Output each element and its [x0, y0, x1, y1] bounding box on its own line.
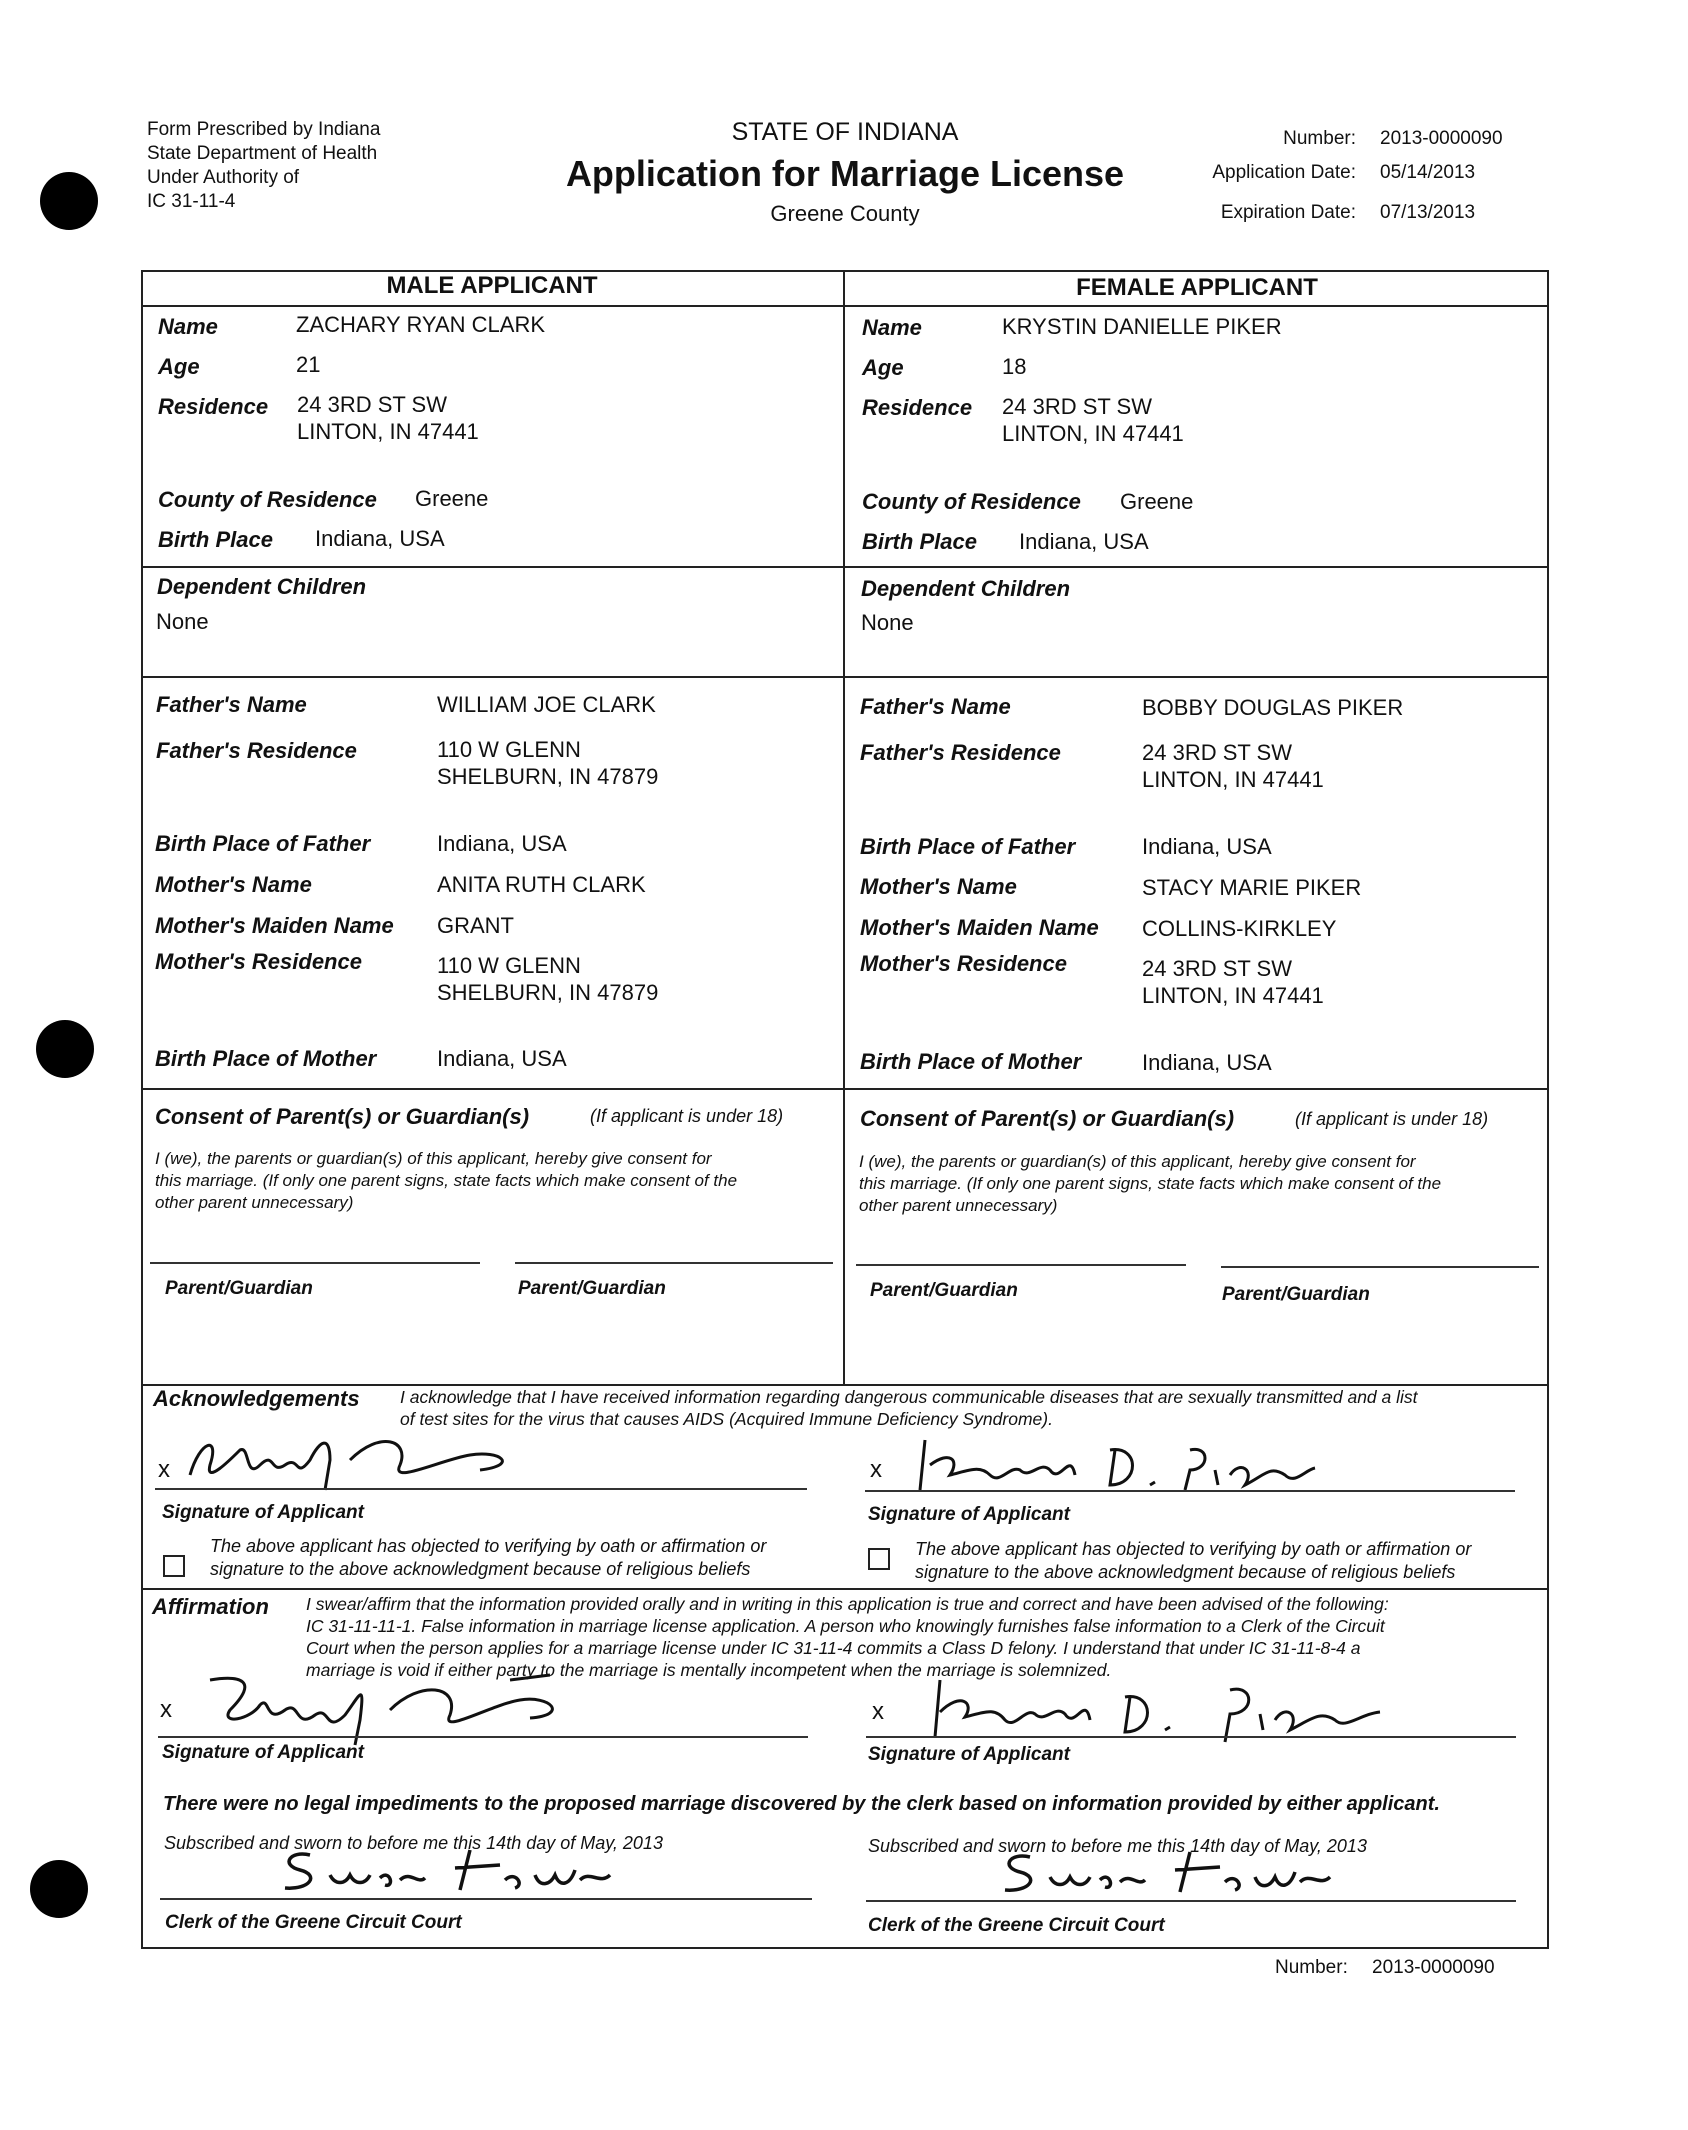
mother-name-label: Mother's Name	[155, 872, 312, 897]
signature-label: Signature of Applicant	[868, 1504, 1070, 1525]
consent-title: Consent of Parent(s) or Guardian(s)	[155, 1104, 530, 1129]
x-mark: x	[158, 1456, 170, 1483]
female-county: Greene	[1120, 489, 1194, 514]
birth-place-label: Birth Place	[158, 527, 273, 552]
parent-guardian-label: Parent/Guardian	[870, 1280, 1018, 1301]
exp-date-value: 07/13/2013	[1380, 202, 1476, 223]
divider-consent	[141, 1088, 1549, 1090]
female-name: KRYSTIN DANIELLE PIKER	[1002, 314, 1282, 339]
female-mother-birth-place: Indiana, USA	[1142, 1050, 1272, 1075]
prescribed-line: Under Authority of	[147, 167, 300, 188]
male-mother-residence-line2: SHELBURN, IN 47879	[437, 980, 659, 1005]
punch-hole-top	[40, 172, 98, 230]
form-title: Application for Marriage License	[565, 153, 1125, 194]
no-impediments-statement: There were no legal impediments to the proposed marriage discovered by the clerk based on information provided by either applicant.	[163, 1793, 1440, 1815]
female-father-residence-line1: 24 3RD ST SW	[1142, 740, 1292, 765]
consent-note: (If applicant is under 18)	[1295, 1109, 1489, 1129]
mother-name-label: Mother's Name	[860, 874, 1017, 899]
female-mother-residence-line1: 24 3RD ST SW	[1142, 956, 1292, 981]
prescribed-line: IC 31-11-4	[147, 191, 236, 212]
male-residence-line2: LINTON, IN 47441	[297, 419, 479, 444]
app-date-value: 05/14/2013	[1380, 162, 1476, 183]
objection-checkbox[interactable]	[868, 1548, 890, 1570]
male-mother-birth-place: Indiana, USA	[437, 1046, 567, 1071]
clerk-signature	[270, 1840, 630, 1900]
female-father-name: BOBBY DOUGLAS PIKER	[1142, 695, 1404, 720]
mother-residence-label: Mother's Residence	[860, 951, 1067, 976]
residence-label: Residence	[158, 394, 269, 419]
footer-number-label: Number:	[1275, 1957, 1348, 1978]
clerk-label: Clerk of the Greene Circuit Court	[868, 1915, 1165, 1936]
father-birth-place-label: Birth Place of Father	[155, 831, 371, 856]
number-value: 2013-0000090	[1380, 128, 1503, 149]
objection-text-line: The above applicant has objected to verifying by oath or affirmation or	[210, 1536, 767, 1556]
male-age: 21	[296, 352, 321, 377]
name-label: Name	[862, 315, 922, 340]
signature-line[interactable]	[866, 1736, 1516, 1738]
subscribed-statement: Subscribed and sworn to before me this 14th day of May, 2013	[868, 1836, 1367, 1856]
clerk-label: Clerk of the Greene Circuit Court	[165, 1912, 462, 1933]
mother-maiden-name-label: Mother's Maiden Name	[860, 915, 1099, 940]
age-label: Age	[158, 354, 200, 379]
affirmation-title: Affirmation	[152, 1594, 269, 1619]
male-father-residence-line1: 110 W GLENN	[437, 737, 581, 762]
consent-text-line: other parent unnecessary)	[859, 1196, 1058, 1215]
parent-guardian-label: Parent/Guardian	[518, 1278, 666, 1299]
parent-signature-line[interactable]	[515, 1262, 833, 1264]
prescribed-line: State Department of Health	[147, 143, 378, 164]
female-father-birth-place: Indiana, USA	[1142, 834, 1272, 859]
parent-signature-line[interactable]	[856, 1264, 1186, 1266]
female-residence-line2: LINTON, IN 47441	[1002, 421, 1184, 446]
divider-title	[141, 305, 1549, 307]
parent-signature-line[interactable]	[150, 1262, 480, 1264]
female-mother-residence-line2: LINTON, IN 47441	[1142, 983, 1324, 1008]
acknowledgement-text-line: of test sites for the virus that causes AIDS (Acquired Immune Deficiency Syndrome).	[400, 1409, 1053, 1429]
male-father-birth-place: Indiana, USA	[437, 831, 567, 856]
county-name: Greene County	[770, 201, 920, 226]
affirmation-text-line: IC 31-11-11-1. False information in marriage license application. A person who knowingly furnishes false information to a Clerk of the Circuit	[306, 1616, 1385, 1636]
father-name-label: Father's Name	[860, 694, 1011, 719]
male-residence-line1: 24 3RD ST SW	[297, 392, 447, 417]
form-heading	[520, 118, 1170, 227]
signature-line[interactable]	[158, 1736, 808, 1738]
objection-text-line: The above applicant has objected to verifying by oath or affirmation or	[915, 1539, 1472, 1559]
male-name: ZACHARY RYAN CLARK	[296, 312, 546, 337]
consent-text-line: I (we), the parents or guardian(s) of this applicant, hereby give consent for	[155, 1149, 712, 1168]
acknowledgement-text-line: I acknowledge that I have received information regarding dangerous communicable diseases that are sexually transmitted and a list	[400, 1387, 1418, 1407]
signature-label: Signature of Applicant	[162, 1742, 364, 1763]
clerk-signature-line[interactable]	[866, 1900, 1516, 1902]
father-birth-place-label: Birth Place of Father	[860, 834, 1076, 859]
consent-text-line: other parent unnecessary)	[155, 1193, 354, 1212]
signature-line[interactable]	[865, 1490, 1515, 1492]
acknowledgements-title: Acknowledgements	[153, 1386, 360, 1411]
male-father-residence-line2: SHELBURN, IN 47879	[437, 764, 659, 789]
parent-guardian-label: Parent/Guardian	[1222, 1284, 1370, 1305]
county-residence-label: County of Residence	[158, 487, 377, 512]
county-residence-label: County of Residence	[862, 489, 1081, 514]
male-mother-residence-line1: 110 W GLENN	[437, 953, 581, 978]
male-father-name: WILLIAM JOE CLARK	[437, 692, 656, 717]
age-label: Age	[862, 355, 904, 380]
prescribed-by	[147, 118, 380, 214]
parent-signature-line[interactable]	[1221, 1266, 1539, 1268]
female-mother-maiden-name: COLLINS-KIRKLEY	[1142, 916, 1337, 941]
male-county: Greene	[415, 486, 489, 511]
number-label: Number:	[1283, 128, 1356, 149]
consent-text-line: I (we), the parents or guardian(s) of this applicant, hereby give consent for	[859, 1152, 1416, 1171]
divider-dependent	[141, 566, 1549, 568]
x-mark: x	[870, 1456, 882, 1483]
footer-number: 2013-0000090	[1372, 1957, 1495, 1978]
father-residence-label: Father's Residence	[156, 738, 357, 763]
birth-place-label: Birth Place	[862, 529, 977, 554]
state-name: STATE OF INDIANA	[731, 118, 959, 146]
name-label: Name	[158, 314, 218, 339]
affirmation-text-line: I swear/affirm that the information provided orally and in writing in this application is true and correct and have been advised of the following:	[306, 1594, 1389, 1614]
consent-title: Consent of Parent(s) or Guardian(s)	[860, 1106, 1235, 1131]
signature-label: Signature of Applicant	[868, 1744, 1070, 1765]
objection-text-line: signature to the above acknowledgment because of religious beliefs	[915, 1562, 1456, 1582]
mother-residence-label: Mother's Residence	[155, 949, 362, 974]
app-date-label: Application Date:	[1212, 162, 1356, 183]
subscribed-statement: Subscribed and sworn to before me this 14th day of May, 2013	[164, 1833, 663, 1853]
mother-birth-place-label: Birth Place of Mother	[155, 1046, 377, 1071]
prescribed-line: Form Prescribed by Indiana	[147, 119, 381, 140]
column-divider	[843, 270, 845, 1384]
clerk-signature-line[interactable]	[160, 1898, 812, 1900]
objection-checkbox[interactable]	[163, 1555, 185, 1577]
signature-line[interactable]	[155, 1488, 807, 1490]
female-applicant-title: FEMALE APPLICANT	[1076, 274, 1318, 301]
male-birth-place: Indiana, USA	[315, 526, 445, 551]
male-mother-maiden-name: GRANT	[437, 913, 514, 938]
x-mark: x	[872, 1698, 884, 1725]
female-father-residence-line2: LINTON, IN 47441	[1142, 767, 1324, 792]
father-name-label: Father's Name	[156, 692, 307, 717]
male-applicant-title: MALE APPLICANT	[386, 272, 598, 299]
consent-text-line: this marriage. (If only one parent signs, state facts which make consent of the	[859, 1174, 1442, 1193]
x-mark: x	[160, 1696, 172, 1723]
divider-affirmation	[141, 1588, 1549, 1590]
male-dependent-children: None	[156, 609, 209, 634]
clerk-signature	[990, 1842, 1350, 1902]
consent-note: (If applicant is under 18)	[590, 1106, 784, 1126]
female-residence-line1: 24 3RD ST SW	[1002, 394, 1152, 419]
mother-birth-place-label: Birth Place of Mother	[860, 1049, 1082, 1074]
parent-guardian-label: Parent/Guardian	[165, 1278, 313, 1299]
exp-date-label: Expiration Date:	[1220, 202, 1356, 223]
female-dependent-children: None	[861, 610, 914, 635]
female-age: 18	[1002, 354, 1027, 379]
punch-hole-middle	[36, 1020, 94, 1078]
signature-label: Signature of Applicant	[162, 1502, 364, 1523]
affirmation-text-line: Court when the person applies for a marriage license under IC 31-11-4 commits a Class D felony. I understand that under IC 31-11-8-4 a	[306, 1638, 1361, 1658]
affirmation-text-line: marriage is void if either party to the marriage is mentally incompetent when the marriage is solemnized.	[306, 1660, 1112, 1680]
female-birth-place: Indiana, USA	[1019, 529, 1149, 554]
father-residence-label: Father's Residence	[860, 740, 1061, 765]
punch-hole-bottom	[30, 1860, 88, 1918]
dependent-children-label: Dependent Children	[861, 576, 1071, 601]
objection-text-line: signature to the above acknowledgment because of religious beliefs	[210, 1559, 751, 1579]
male-mother-name: ANITA RUTH CLARK	[437, 872, 646, 897]
female-mother-name: STACY MARIE PIKER	[1142, 875, 1362, 900]
divider-parents	[141, 676, 1549, 678]
residence-label: Residence	[862, 395, 973, 420]
mother-maiden-name-label: Mother's Maiden Name	[155, 913, 394, 938]
consent-text-line: this marriage. (If only one parent signs, state facts which make consent of the	[155, 1171, 738, 1190]
dependent-children-label: Dependent Children	[157, 574, 367, 599]
